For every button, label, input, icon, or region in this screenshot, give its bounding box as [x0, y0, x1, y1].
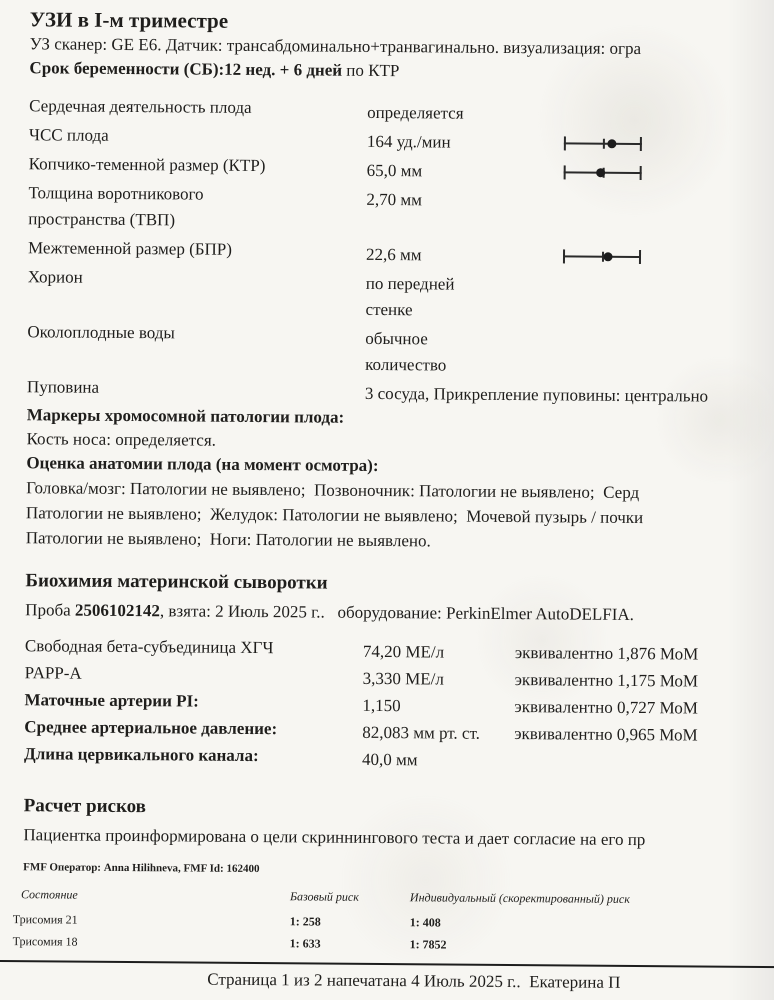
ultrasound-measurements-table — [27, 93, 773, 406]
analyte-mom: эквивалентно 1,876 МоМ — [514, 643, 699, 664]
measurement-label: Копчико-теменной размер (КТР) — [28, 154, 266, 176]
measurement-value: 22,6 мм — [365, 244, 422, 265]
analyte-mom: эквивалентно 1,175 МоМ — [514, 670, 699, 691]
analyte-value: 40,0 мм — [361, 749, 418, 770]
anatomy-heading: Оценка анатомии плода (на момент осмотра): — [26, 453, 379, 475]
analyte-mom: эквивалентно 0,727 МоМ — [514, 697, 698, 718]
measurement-value: 65,0 мм — [366, 160, 423, 181]
table-row — [28, 180, 772, 238]
range-cap-right — [640, 166, 642, 180]
base-risk-value: 1: 633 — [289, 936, 321, 951]
range-indicator — [564, 136, 642, 151]
table-row — [13, 930, 767, 958]
measurement-label: Сердечная деятельность плода — [29, 96, 252, 117]
risk-table — [13, 886, 767, 958]
column-header-base-risk: Базовый риск — [289, 889, 359, 904]
anatomy-line: Головка/мозг: Патологии не выявлено; Позвоночник: Патологии не выявлено; Серд — [26, 478, 640, 503]
measurement-value: по передней стенке — [365, 273, 455, 320]
range-cap-left — [564, 165, 566, 179]
measurement-value: 164 уд./мин — [366, 131, 451, 152]
measurement-label: ЧСС плода — [28, 125, 109, 145]
analyte-value: 3,330 МЕ/л — [362, 668, 444, 689]
table-row — [29, 93, 773, 125]
gestation-line — [29, 56, 773, 86]
table-row — [28, 235, 772, 267]
analyte-value: 1,150 — [362, 695, 401, 716]
risk-table-header — [13, 886, 767, 908]
range-cap-left — [563, 249, 565, 263]
measurement-label: Межтеменной размер (БПР) — [27, 238, 233, 259]
range-indicator — [564, 165, 642, 180]
analyte-label: Свободная бета-субъединица ХГЧ — [24, 636, 274, 658]
risk-calculation-section — [12, 793, 768, 958]
analyte-mom: эквивалентно 0,965 МоМ — [514, 724, 698, 745]
base-risk-value: 1: 258 — [289, 914, 321, 929]
measurement-label: Пуповина — [26, 377, 100, 397]
measurement-value: определяется — [367, 102, 464, 123]
gestation-method: по КТР — [342, 60, 400, 81]
measurement-label: Толщина воротникового пространства (ТВП) — [28, 183, 204, 230]
range-indicator — [563, 249, 641, 264]
sample-prefix: Проба — [25, 600, 76, 620]
sample-details: , взята: 2 Июль 2025 г.. оборудование: PerkinElmer AutoDELFIA. — [159, 601, 635, 624]
column-header-individual-risk: Индивидуальный (скоректированный) риск — [409, 890, 630, 906]
nasal-bone-line: Кость носа: определяется. — [26, 429, 217, 450]
report-title: УЗИ в I-м триместре — [29, 7, 229, 33]
scanner-info-line: УЗ сканер: GE E6. Датчик: трансабдоминально+транвагинально. визуализация: огра — [29, 34, 642, 59]
measurement-label: Околоплодные воды — [27, 322, 175, 343]
biochemistry-table — [24, 632, 769, 773]
individual-risk-value: 1: 408 — [409, 915, 441, 930]
fmf-operator-line: FMF Оператор: Anna Hilihneva, FMF Id: 162400 — [23, 861, 260, 876]
condition-name: Трисомия 21 — [12, 912, 78, 927]
range-cap-right — [639, 250, 641, 264]
range-cap-right — [640, 137, 642, 151]
table-row — [28, 264, 772, 322]
measurement-label: Хорион — [27, 267, 83, 287]
table-row — [27, 319, 771, 377]
range-dot — [608, 139, 617, 148]
analyte-value: 82,083 мм рт. ст. — [362, 722, 480, 743]
risks-title: Расчет рисков — [23, 795, 147, 818]
markers-heading: Маркеры хромосомной патологии плода: — [26, 405, 345, 427]
analyte-value: 74,20 МЕ/л — [362, 641, 445, 662]
column-header-condition: Состояние — [20, 887, 78, 902]
anatomy-assessment — [26, 475, 771, 556]
analyte-label: Среднее артериальное давление: — [24, 717, 278, 739]
analyte-label: Длина цервикального канала: — [24, 744, 259, 766]
anatomy-line: Патологии не выявлено; Ноги: Патологии не выявлено. — [25, 528, 431, 551]
range-dot — [596, 168, 605, 177]
page-footer: Страница 1 из 2 напечатана 4 Июль 2025 г.. Екатерина П — [207, 969, 621, 992]
anatomy-line: Патологии не выявлено; Желудок: Патологии не выявлено; Мочевой пузырь / почки — [25, 503, 644, 528]
sample-line — [25, 598, 769, 628]
measurement-value: 2,70 мм — [366, 189, 423, 210]
biochemistry-title: Биохимия материнской сыворотки — [25, 570, 328, 594]
table-row — [29, 122, 773, 154]
individual-risk-value: 1: 7852 — [409, 937, 447, 952]
condition-name: Трисомия 18 — [12, 934, 78, 949]
range-cap-left — [564, 136, 566, 150]
analyte-label: Маточные артерии PI: — [24, 690, 199, 711]
measurement-value: обычное количество — [365, 328, 447, 375]
range-dot — [604, 252, 613, 261]
sample-id: 2506102142 — [74, 600, 161, 621]
analyte-mom — [514, 747, 768, 776]
footer-divider — [0, 960, 774, 968]
table-row — [27, 374, 771, 406]
analyte-label: PAPP-A — [24, 663, 82, 683]
biochemistry-section — [24, 568, 770, 773]
table-row — [29, 151, 773, 183]
consent-line: Пациентка проинформирована о цели скриннингового теста и дает согласие на его пр — [23, 825, 646, 850]
gestation-term: Срок беременности (СБ):12 нед. + 6 дней — [29, 58, 343, 80]
measurement-value: 3 сосуда, Прикрепление пуповины: центрально — [364, 383, 709, 406]
range-median-tick — [603, 139, 605, 149]
